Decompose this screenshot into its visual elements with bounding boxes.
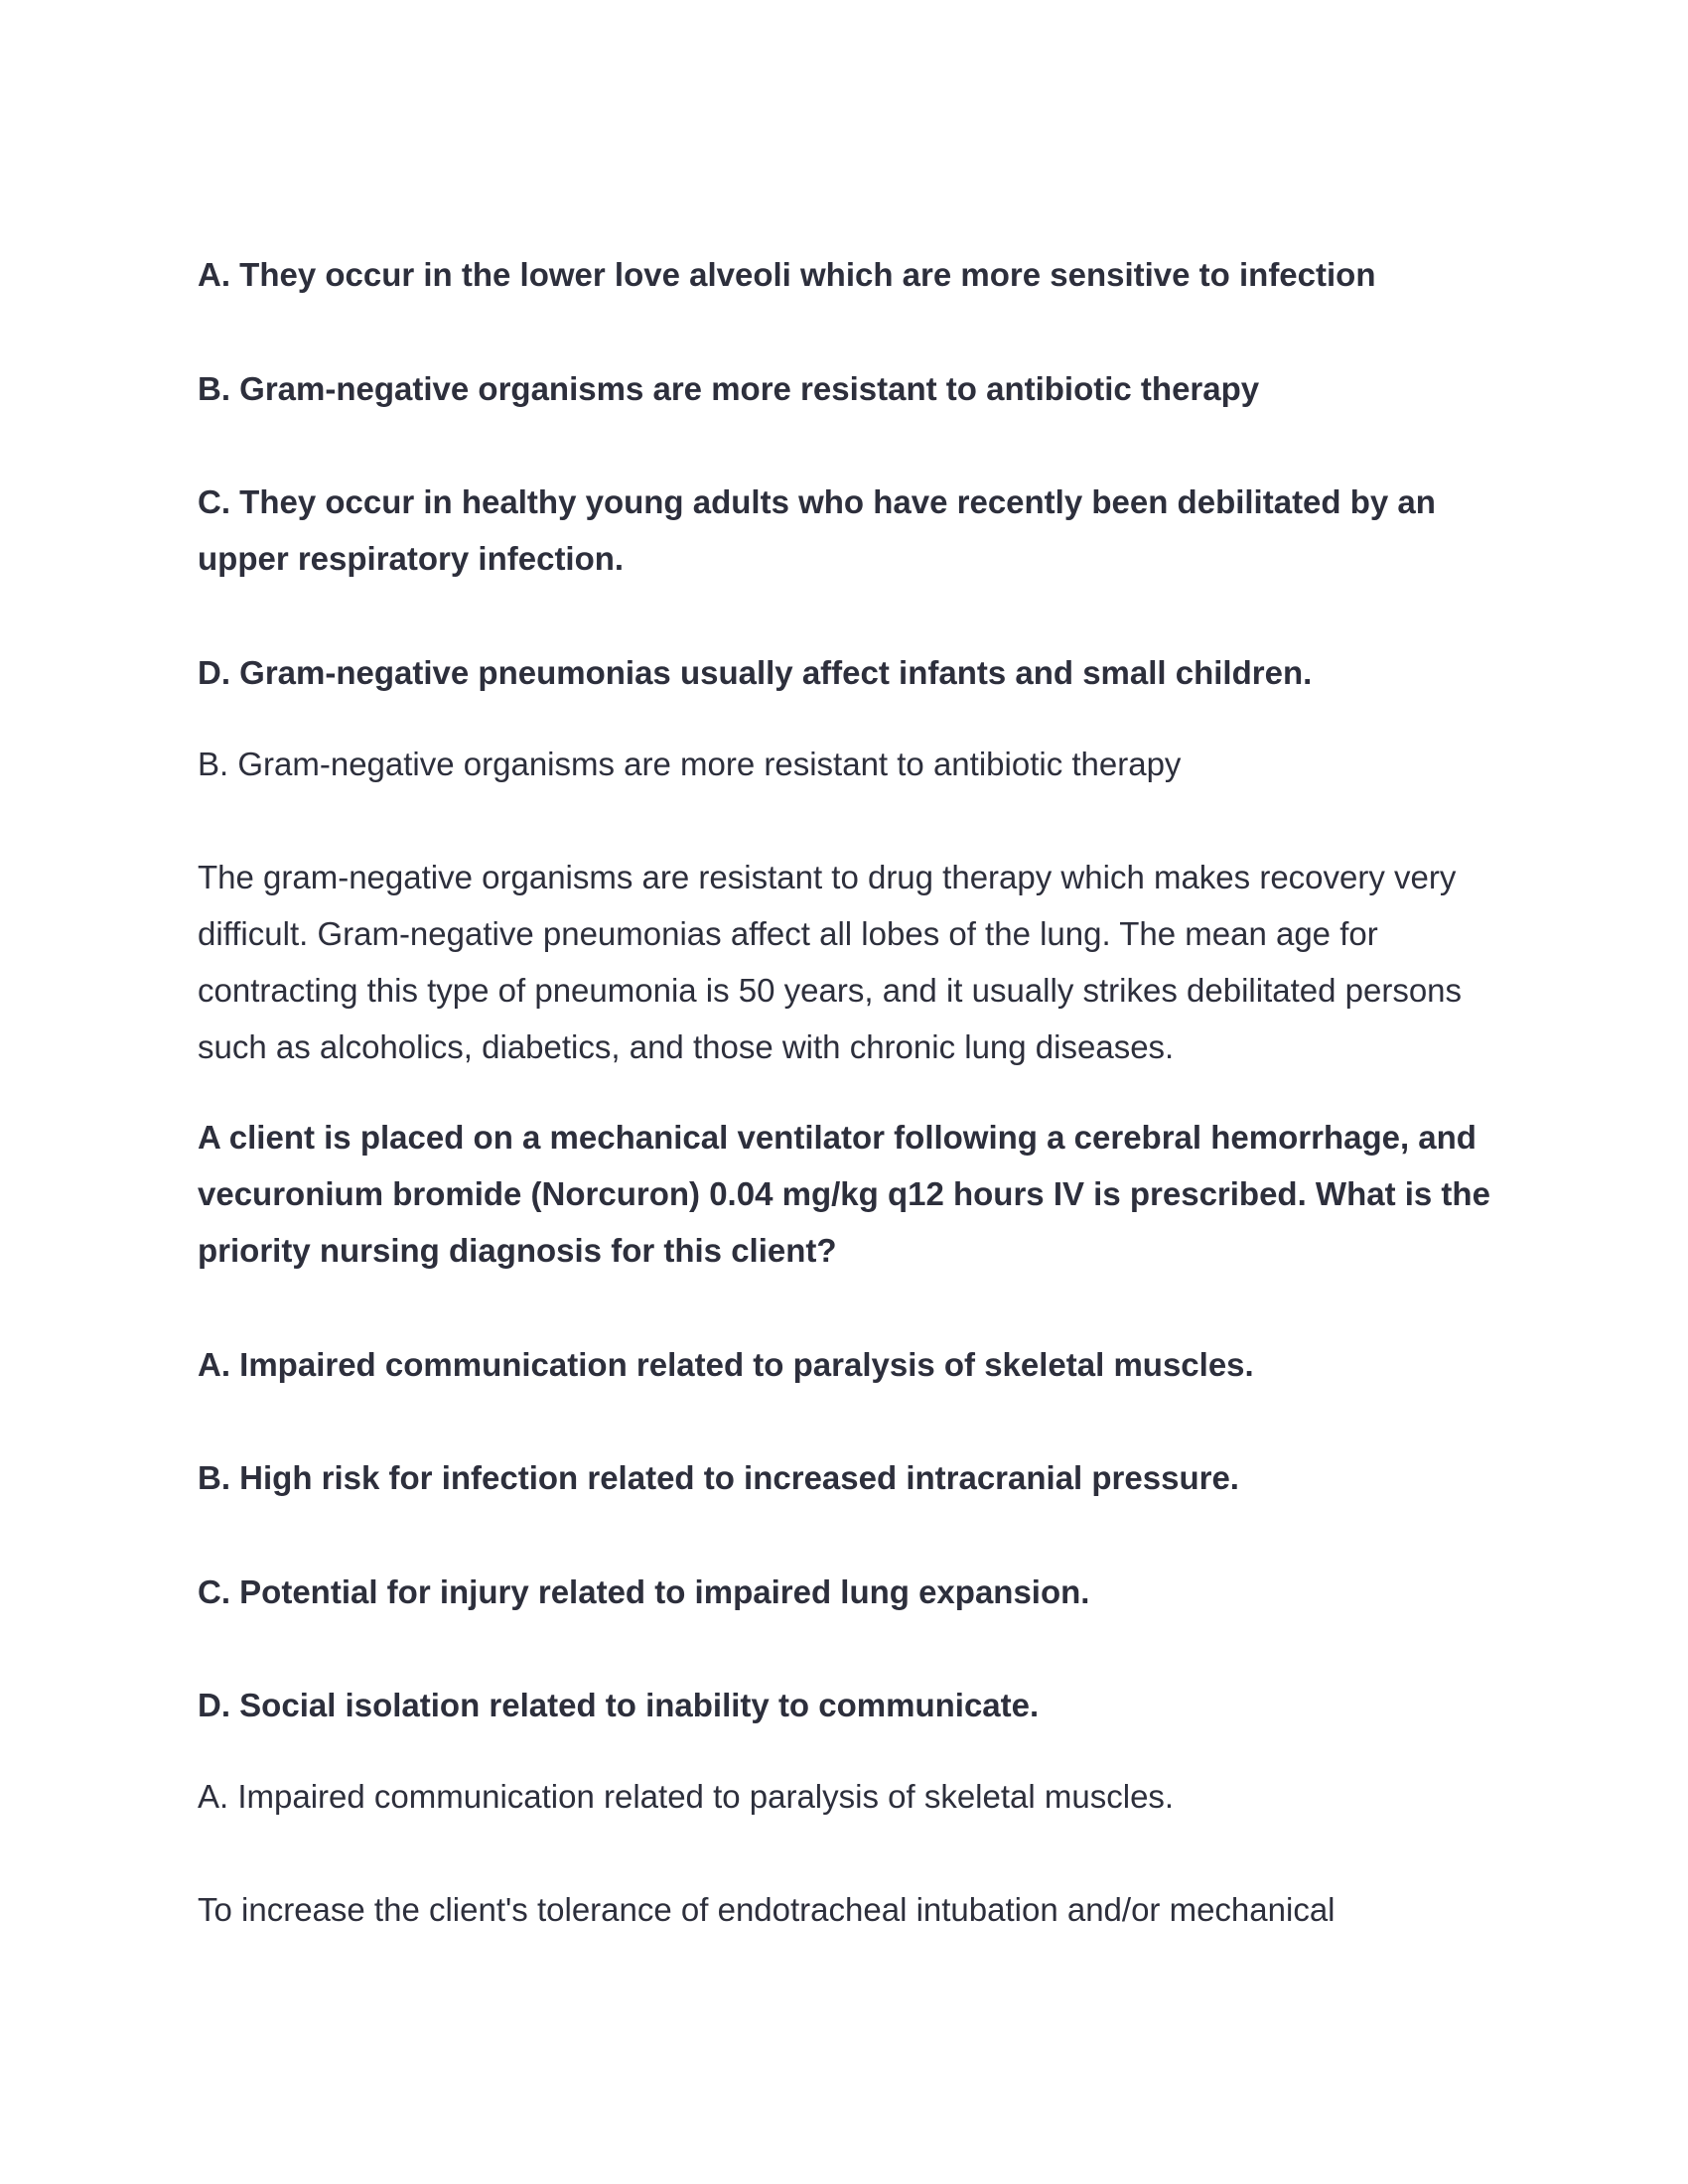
q2-answer: A. Impaired communication related to paralysis of skeletal muscles. xyxy=(198,1778,1175,1815)
q1-option-d: D. Gram-negative pneumonias usually affect infants and small children. xyxy=(198,654,1313,691)
q2-option-b: B. High risk for infection related to increased intracranial pressure. xyxy=(198,1459,1239,1496)
q2-rationale-start: To increase the client's tolerance of endotracheal intubation and/or mechanical xyxy=(198,1891,1336,1928)
q2-option-d: D. Social isolation related to inability to communicate. xyxy=(198,1687,1040,1723)
q1-option-a: A. They occur in the lower love alveoli which are more sensitive to infection xyxy=(198,256,1376,293)
q1-option-b: B. Gram-negative organisms are more resistant to antibiotic therapy xyxy=(198,370,1260,407)
q2-option-c: C. Potential for injury related to impaired lung expansion. xyxy=(198,1573,1090,1610)
q1-option-c: C. They occur in healthy young adults who have recently been debilitated by an upper respiratory infection. xyxy=(198,483,1436,577)
q2-option-a: A. Impaired communication related to paralysis of skeletal muscles. xyxy=(198,1346,1254,1383)
q1-answer: B. Gram-negative organisms are more resistant to antibiotic therapy xyxy=(198,746,1182,782)
q2-question: A client is placed on a mechanical ventilator following a cerebral hemorrhage, and vecuronium bromide (Norcuron) 0.04 mg/kg q12 hours IV is prescribed. What is the priority nursing diagnosis for this client? xyxy=(198,1119,1490,1269)
q1-rationale: The gram-negative organisms are resistant to drug therapy which makes recovery very difficult. Gram-negative pneumonias affect all lobes of the lung. The mean age for contracting this type of pneumonia is 50 years, and it usually strikes debilitated persons such as alcoholics, diabetics, and those with chronic lung diseases. xyxy=(198,859,1463,1065)
